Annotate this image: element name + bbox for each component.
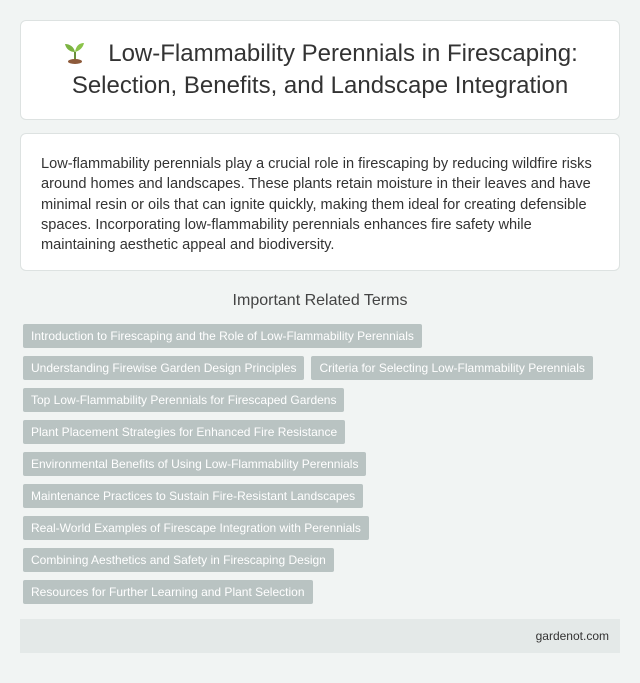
- term-row: [23, 516, 623, 540]
- term-tag[interactable]: Real-World Examples of Firescape Integration with Perennials: [23, 516, 369, 540]
- related-terms-heading: Important Related Terms: [232, 292, 408, 309]
- term-tag[interactable]: Understanding Firewise Garden Design Principles: [23, 356, 304, 380]
- title-card: [20, 20, 620, 120]
- term-row: [23, 452, 623, 476]
- footer-site-link[interactable]: gardenot.com: [535, 629, 609, 643]
- term-tag[interactable]: Environmental Benefits of Using Low-Flammability Perennials: [23, 452, 366, 476]
- term-row: [23, 484, 623, 508]
- term-tag[interactable]: Plant Placement Strategies for Enhanced Fire Resistance: [23, 420, 345, 444]
- page-title-text: Low-Flammability Perennials in Firescaping: Selection, Benefits, and Landscape Integration: [71, 40, 578, 99]
- term-tag[interactable]: Resources for Further Learning and Plant Selection: [23, 580, 313, 604]
- term-tag[interactable]: Introduction to Firescaping and the Role of Low-Flammability Perennials: [23, 324, 422, 348]
- term-tag[interactable]: Top Low-Flammability Perennials for Firescaped Gardens: [23, 388, 344, 412]
- intro-text: Low-flammability perennials play a crucial role in firescaping by reducing wildfire risks around homes and landscapes. These plants retain moisture in their leaves and have minimal resin or oils that can ignite quickly, making them ideal for creating defensible spaces. Incorporating low-flammability perennials enhances fire safety while maintaining aesthetic appeal and biodiversity.: [41, 156, 592, 254]
- term-row: [23, 548, 623, 572]
- term-row: [23, 356, 623, 380]
- term-row: [23, 580, 623, 604]
- term-tag[interactable]: Combining Aesthetics and Safety in Firescaping Design: [23, 548, 334, 572]
- term-row: [23, 388, 623, 412]
- term-row: [23, 420, 623, 444]
- related-terms-list: [23, 324, 623, 612]
- footer: [20, 619, 620, 653]
- term-tag[interactable]: Maintenance Practices to Sustain Fire-Resistant Landscapes: [23, 484, 363, 508]
- seedling-icon: [62, 40, 88, 64]
- intro-card: [20, 133, 620, 271]
- page-title: [21, 38, 619, 102]
- term-tag[interactable]: Criteria for Selecting Low-Flammability Perennials: [311, 356, 592, 380]
- term-row: [23, 324, 623, 348]
